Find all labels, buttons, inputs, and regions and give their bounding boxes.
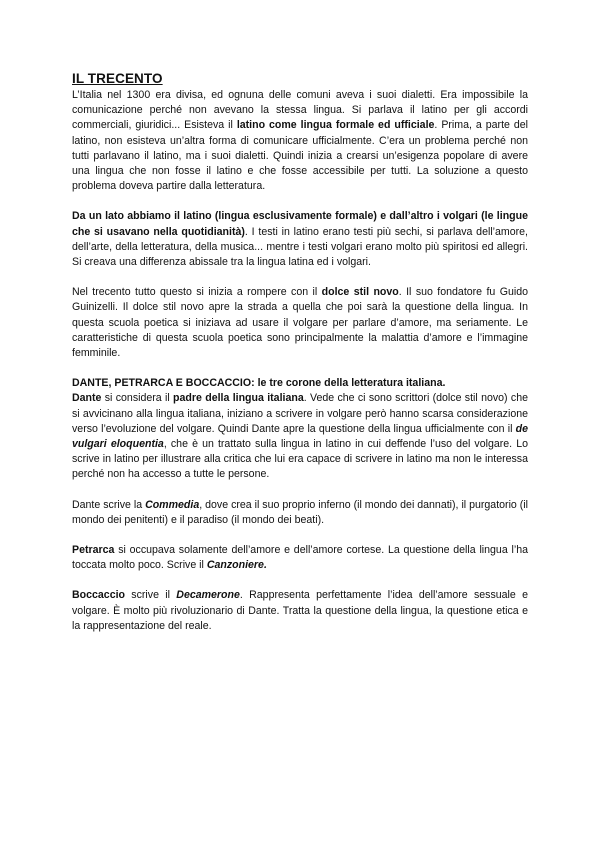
text: , dove crea il suo proprio inferno (il mondo dei dannati), il purgatorio (il mondo dei penitenti) e il paradiso (il mondo dei beati). (72, 498, 529, 526)
document-body (72, 71, 528, 649)
text: . I testi in latino erano testi più sechi, si parlava dell’amore, dell’arte, della letteratura, della musica... mentre i testi volgari erano molto più spiritosi ed allegri. Si creava una differenza abissale tra la lingua latina ed i volgari. (72, 225, 528, 269)
text: . Prima, a parte del latino, non esisteva un’altra forma di comunicare ufficialmente. C’era un problema perché non tutti parlavano il latino, ma i suoi dialetti. Quindi inizia a crearsi un’esigenza popolare di avere una lingua che non fosse il latino e che fosse accessibile per tutti. La soluzione a questo problema doveva partire dalla letteratura. (72, 119, 529, 193)
text: . Rappresenta perfettamente l’idea dell’amore sessuale e volgare. È molto più rivoluzionario di Dante. Tratta la questione della lingua, la questione etica e la rappresentazione del reale. (72, 589, 528, 632)
bold-text: Da un lato abbiamo il latino (lingua esclusivamente formale) e dall’altro i volgari (le lingue che si usavano nella quotidianità) (72, 210, 528, 238)
section-heading: DANTE, PETRARCA E BOCCACCIO: le tre corone della letteratura italiana. (72, 377, 446, 390)
paragraph-dante (72, 391, 528, 482)
paragraph-latin-vs-volgari (72, 209, 528, 270)
paragraph-petrarca (72, 543, 528, 573)
bold-italic-text: Decamerone (176, 589, 240, 602)
text: Nel trecento tutto questo si inizia a rompere con il (72, 286, 322, 299)
bold-text: latino come lingua formale ed ufficiale (236, 119, 435, 132)
paragraph-dolce-stil-novo (72, 285, 528, 361)
bold-text: Petrarca (72, 544, 115, 557)
bold-italic-text: de vulgari eloquentia (72, 422, 528, 451)
text: , che è un trattato sulla lingua in latino in cui deffende l’uso del volgare. Lo scrive in latino per illustrare alla critica che lui era capace di scrivere in latino ma non le interessa perché non ha accesso a tutte le persone. (72, 438, 529, 481)
text: . Vede che ci sono scrittori (dolce stil novo) che si avvicinano alla lingua italiana, iniziano a scrivere in volgare però hanno scarsa considerazione verso l’evoluzione del volgare. Quindi Dante apre la questione della lingua ufficialmente con il (72, 392, 528, 435)
text: si considera il (101, 392, 174, 405)
paragraph-commedia (72, 498, 528, 528)
bold-text: padre della lingua italiana (173, 392, 304, 405)
bold-text: dolce stil novo (321, 286, 399, 299)
paragraph-intro (72, 88, 528, 194)
paragraph-boccaccio (72, 588, 528, 634)
text: . Il suo fondatore fu Guido Guinizelli. Il dolce stil novo apre la strada a quella che poi sarà la questione della lingua. In questa scuola poetica si iniziava ad usare il volgare per parlare d’amore, ma seriamente. Le caratteristiche di questa scuola poetica sono principalmente la malattia d’amore e l’immagine femminile. (72, 286, 528, 360)
page-title: IL TRECENTO (72, 71, 163, 86)
text: L’Italia nel 1300 era divisa, ed ognuna delle comuni aveva i suoi dialetti. Era impossibile la comunicazione perché non avevano la stessa lingua. Si parlava il latino per gli accordi commerciali, giuridici... Esisteva il (72, 89, 528, 132)
text: Dante scrive la (72, 498, 146, 511)
bold-text: Boccaccio (72, 589, 125, 602)
bold-text: Dante (72, 392, 102, 405)
bold-italic-text: Canzoniere. (206, 559, 267, 572)
text: scrive il (125, 589, 177, 602)
bold-italic-text: Commedia (145, 498, 200, 511)
text: si occupava solamente dell’amore e dell’amore cortese. La questione della lingua l’ha toccata molto poco. Scrive il (72, 544, 528, 572)
